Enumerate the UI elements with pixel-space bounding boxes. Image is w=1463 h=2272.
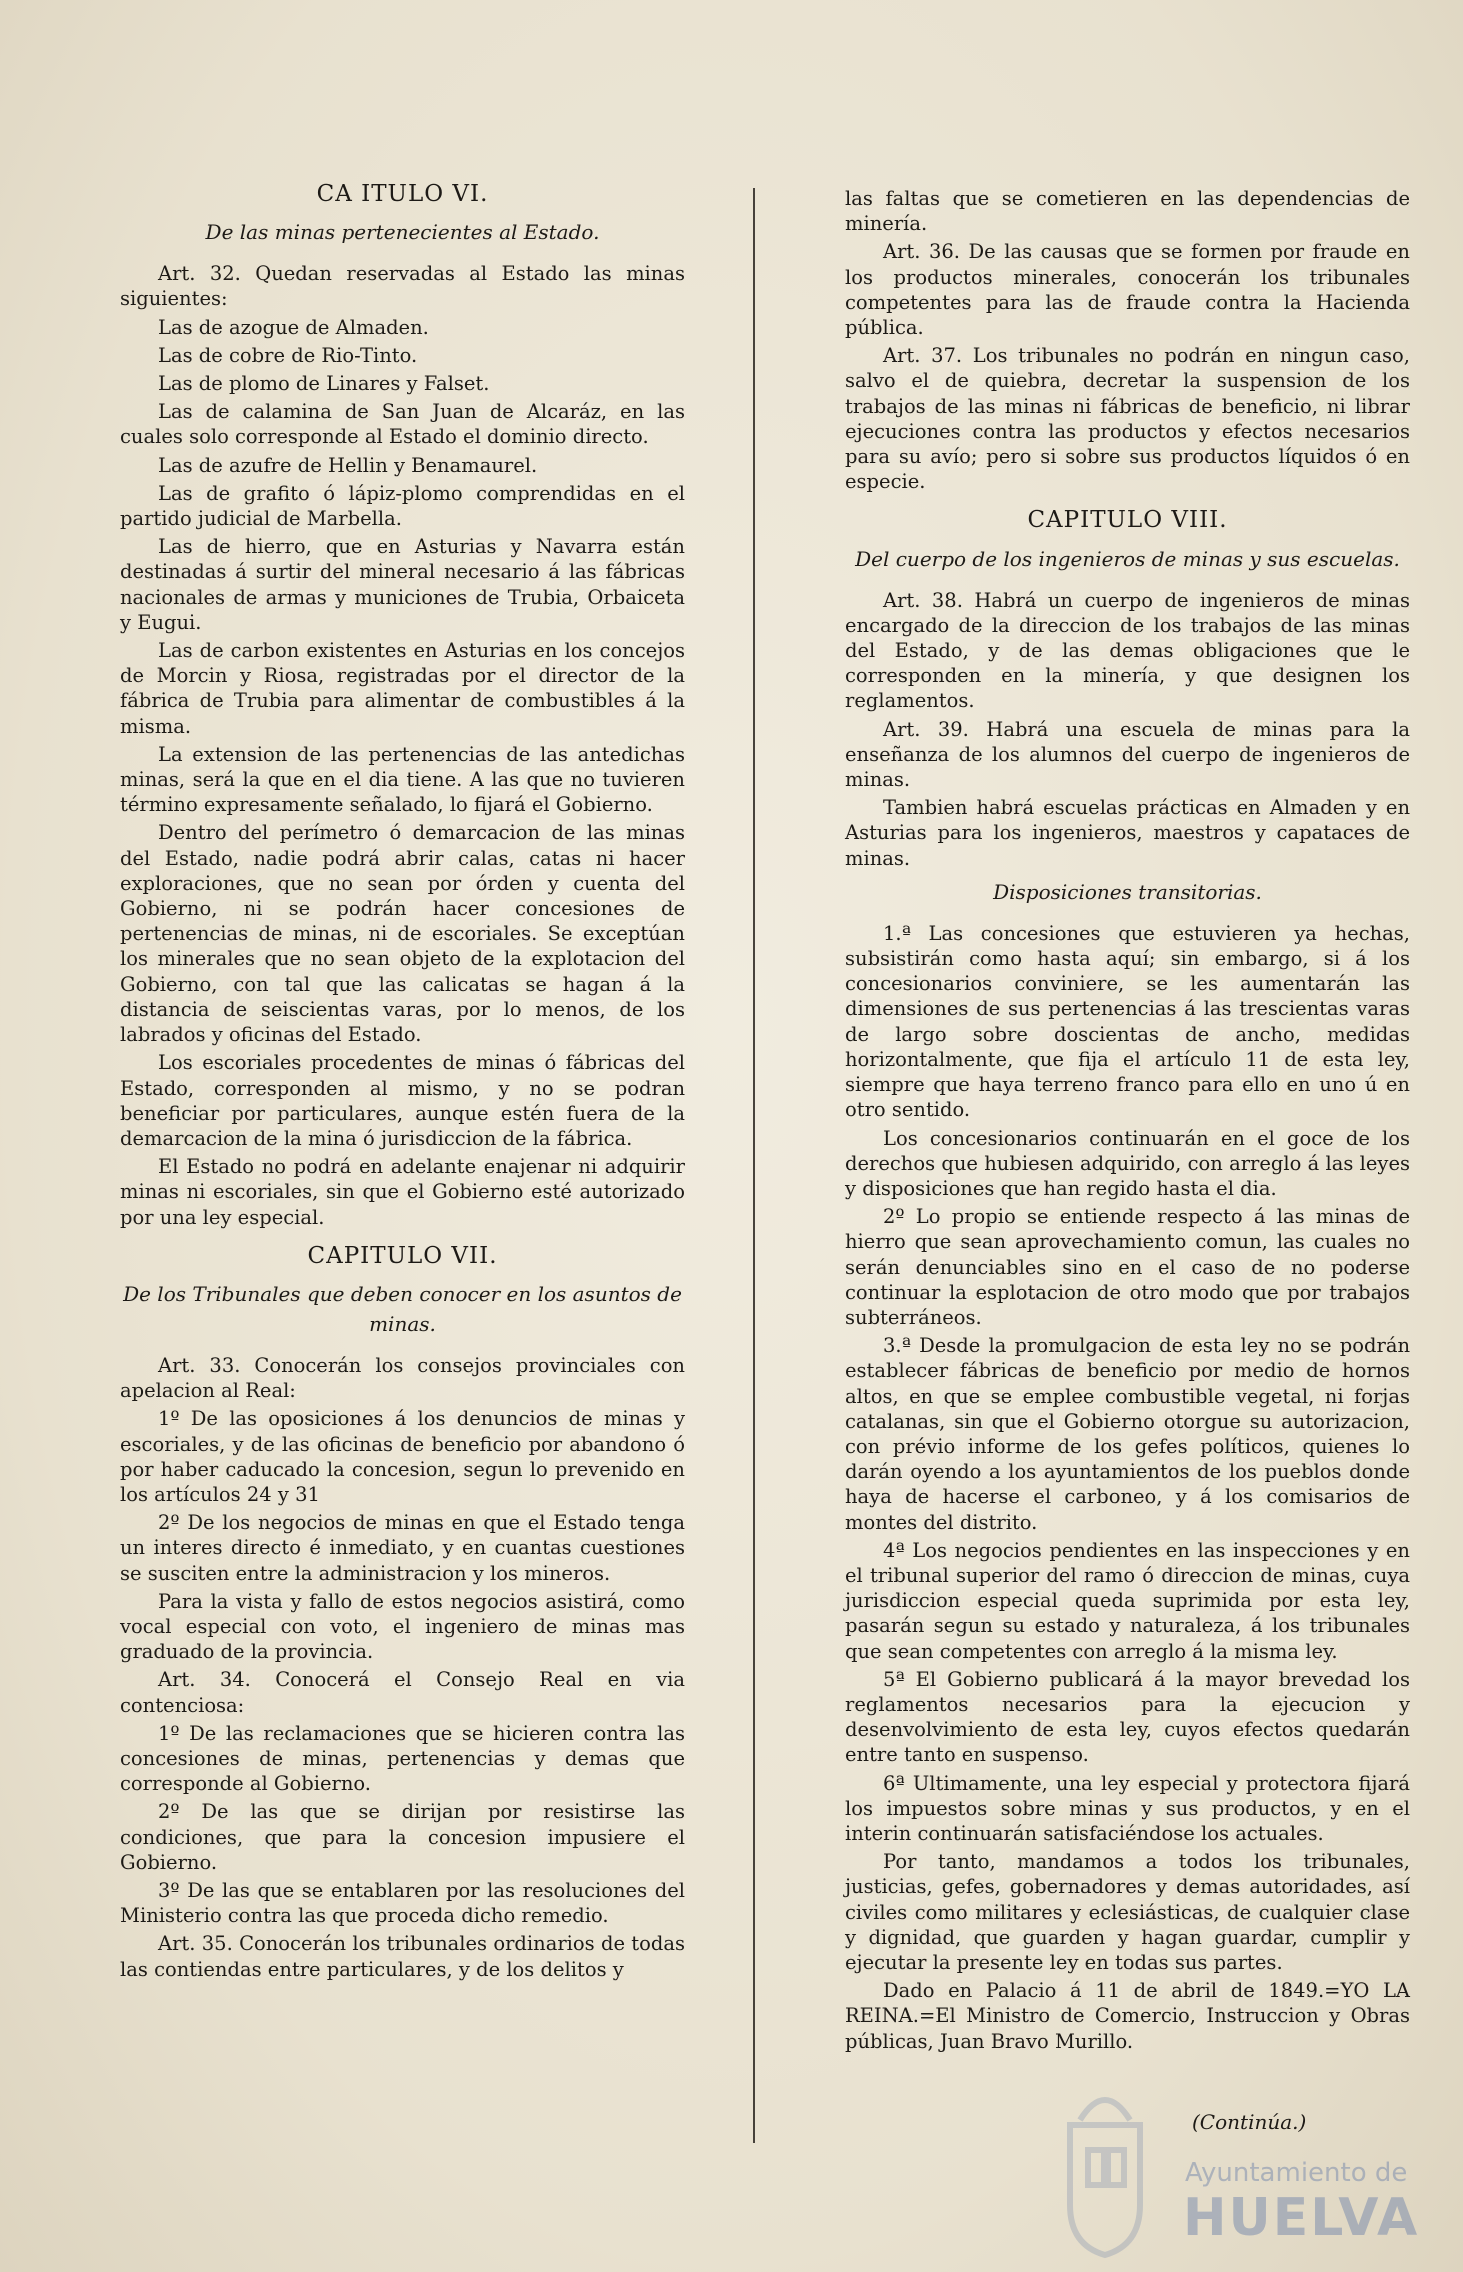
article-38: Art. 38. Habrá un cuerpo de ingenieros de minas encargado de la direccion de los trabajos de las minas del Estado, y de las demas obligaciones que le corresponden en la minería, y que designen los reglamentos.	[845, 588, 1410, 713]
article-33-item-1: 1º De las oposiciones á los denuncios de minas y escoriales, y de las oficinas de beneficio por abandono ó por haber caducado la concesion, segun lo prevenido en los artículos 24 y 31	[120, 1407, 685, 1506]
left-column	[120, 168, 685, 1985]
list-item: Las de plomo de Linares y Falset.	[158, 372, 490, 396]
list-item: Las de azogue de Almaden.	[158, 315, 429, 339]
article-34-item-1: 1º De las reclamaciones que se hicieren contra las concesiones de minas, pertenencias y demas que corresponde al Gobierno.	[120, 1721, 685, 1796]
provision-6: 6ª Ultimamente, una ley especial y protectora fijará los impuestos sobre minas y sus productos, y en el interin continuarán satisfaciéndose los actuales.	[845, 1771, 1410, 1845]
paragraph-dado: Dado en Palacio á 11 de abril de 1849.=YO LA REINA.=El Ministro de Comercio, Instruccion y Obras públicas, Juan Bravo Murillo.	[845, 1979, 1410, 2053]
article-35: Art. 35. Conocerán los tribunales ordinarios de todas las contiendas entre particulares, y de los delitos y	[120, 1932, 685, 1981]
watermark-line-2: HUELVA	[1183, 2188, 1420, 2248]
article-33: Art. 33. Conocerán los consejos provinciales con apelacion al Real:	[120, 1353, 685, 1403]
article-36: Art. 36. De las causas que se formen por fraude en los productos minerales, conocerán los tribunales competentes para las de fraude contra la Hacienda pública.	[845, 240, 1410, 340]
provision-2: 2º Lo propio se entiende respecto á las minas de hierro que sean aprovechamiento comun, las cuales no serán denunciables sino en el caso de no poderse continuar la esplotacion de otro modo que por trabajos subterráneos.	[845, 1205, 1410, 1329]
chapter-vi-subtitle: De las minas pertenecientes al Estado.	[205, 220, 600, 245]
article-37: Art. 37. Los tribunales no podrán en ningun caso, salvo el de quiebra, decretar la suspension de los trabajos de las minas ni fábricas de beneficio, ni librar ejecuciones contra las productos y efectos necesarios para su avío; pero si sobre sus productos líquidos ó en especie.	[845, 344, 1410, 494]
provision-3: 3.ª Desde la promulgacion de esta ley no se podrán establecer fábricas de beneficio por medio de hornos altos, en que se emplee combustible vegetal, ni forjas catalanas, sin que el Gobierno otorgue su autorizacion, con prévio informe de los gefes políticos, quienes lo darán oyendo a los ayuntamientos de los pueblos donde haya de hacerse el carboneo, y á los comisarios de montes del distrito.	[845, 1334, 1410, 1534]
provision-1: 1.ª Las concesiones que estuvieren ya hechas, subsistirán como hasta aquí; sin embargo, si á los concesionarios conviniere, se les aumentarán las dimensiones de sus pertenencias á las trescientas varas de largo sobre doscientas de ancho, medidas horizontalmente, que fija el artículo 11 de esta ley, siempre que haya terreno franco para ello en uno ú en otro sentido.	[845, 921, 1410, 1122]
paragraph-enajenar: El Estado no podrá en adelante enajenar ni adquirir minas ni escoriales, sin que el Gobierno esté autorizado por una ley especial.	[120, 1155, 685, 1229]
paragraph-extension: La extension de las pertenencias de las antedichas minas, será la que en el dia tiene. A las que no tuvieren término expresamente señalado, lo fijará el Gobierno.	[120, 742, 685, 817]
provision-1b: Los concesionarios continuarán en el goce de los derechos que hubiesen adquirido, con arreglo á las leyes y disposiciones que han regido hasta el dia.	[845, 1126, 1410, 1200]
article-34-item-2: 2º De las que se dirijan por resistirse las condiciones, que para la concesion impusiere el Gobierno.	[120, 1800, 685, 1874]
chapter-viii-title: CAPITULO VIII.	[1027, 507, 1228, 534]
paragraph-escuelas: Tambien habrá escuelas prácticas en Almaden y en Asturias para los ingenieros, maestros y capataces de minas.	[845, 796, 1410, 870]
paragraph-perimetro: Dentro del perímetro ó demarcacion de las minas del Estado, nadie podrá abrir calas, catas ni hacer exploraciones, que no sean por órden y cuenta del Gobierno, ni se podrán hacer concesiones de pertenencias de minas, ni de escoriales. Se exceptúan los minerales que no sean objeto de la explotacion del Gobierno, con tal que las calicatas se hagan á la distancia de seiscientas varas, por lo menos, de los labrados y oficinas del Estado.	[120, 821, 685, 1047]
chapter-vii-title: CAPITULO VII.	[307, 1242, 498, 1269]
list-item: Las de cobre de Rio-Tinto.	[158, 343, 418, 367]
continua-note: (Continúa.)	[1192, 2110, 1307, 2134]
list-item: Las de calamina de San Juan de Alcaráz, en las cuales solo corresponde al Estado el dominio directo.	[120, 400, 685, 449]
column-divider	[753, 188, 755, 2143]
article-34-item-3: 3º De las que se entablaren por las resoluciones del Ministerio contra las que proceda dicho remedio.	[120, 1878, 685, 1928]
list-item: Las de hierro, que en Asturias y Navarra están destinadas á surtir del mineral necesario á las fábricas nacionales de armas y municiones de Trubia, Orbaiceta y Eugui.	[120, 535, 685, 634]
paragraph-escoriales: Los escoriales procedentes de minas ó fábricas del Estado, corresponden al mismo, y no se podran beneficiar por particulares, aunque estén fuera de la demarcacion de la mina ó jurisdiccion de la fábrica.	[120, 1051, 685, 1150]
watermark-line-1: Ayuntamiento de	[1185, 2158, 1408, 2188]
transitional-provisions-title: Disposiciones transitorias.	[993, 879, 1262, 904]
article-35-continuation: las faltas que se cometieren en las dependencias de minería.	[845, 187, 1410, 236]
list-item: Las de carbon existentes en Asturias en los concejos de Morcin y Riosa, registradas por el director de la fábrica de Trubia para alimentar de combustibles á la misma.	[120, 639, 685, 738]
provision-5: 5ª El Gobierno publicará á la mayor brevedad los reglamentos necesarios para la ejecucion y desenvolvimiento de esta ley, cuyos efectos quedarán entre tanto en suspenso.	[845, 1667, 1410, 1767]
chapter-vii-subtitle: De los Tribunales que deben conocer en los asuntos de minas.	[123, 1281, 682, 1336]
provision-4: 4ª Los negocios pendientes en las inspecciones y en el tribunal superior del ramo ó direccion de minas, cuya jurisdiccion especial queda suprimida por esta ley, pasarán segun su estado y naturaleza, á los tribunales que sean competentes con arreglo á la misma ley.	[845, 1538, 1410, 1663]
article-33-vista: Para la vista y fallo de estos negocios asistirá, como vocal especial con voto, el ingeniero de minas mas graduado de la provincia.	[120, 1589, 685, 1664]
paragraph-mandamos: Por tanto, mandamos a todos los tribunales, justicias, gefes, gobernadores y demas autoridades, así civiles como militares y eclesiásticas, de cualquier clase y dignidad, que guarden y hagan guardar, cumplir y ejecutar la presente ley en todas sus partes.	[845, 1850, 1410, 1974]
article-39: Art. 39. Habrá una escuela de minas para la enseñanza de los alumnos del cuerpo de ingenieros de minas.	[845, 717, 1410, 792]
article-34: Art. 34. Conocerá el Consejo Real en via contenciosa:	[120, 1668, 685, 1717]
chapter-vi-title: CA ITULO VI.	[316, 181, 489, 207]
list-item: Las de grafito ó lápiz-plomo comprendidas en el partido judicial de Marbella.	[120, 481, 685, 531]
article-33-item-2: 2º De los negocios de minas en que el Estado tenga un interes directo é inmediato, y en cuantas cuestiones se susciten entre la administracion y los mineros.	[120, 1511, 685, 1585]
chapter-viii-subtitle: Del cuerpo de los ingenieros de minas y sus escuelas.	[855, 546, 1400, 571]
list-item: Las de azufre de Hellin y Benamaurel.	[158, 453, 538, 477]
article-32: Art. 32. Quedan reservadas al Estado las minas siguientes:	[120, 262, 685, 311]
right-column	[845, 186, 1410, 2057]
